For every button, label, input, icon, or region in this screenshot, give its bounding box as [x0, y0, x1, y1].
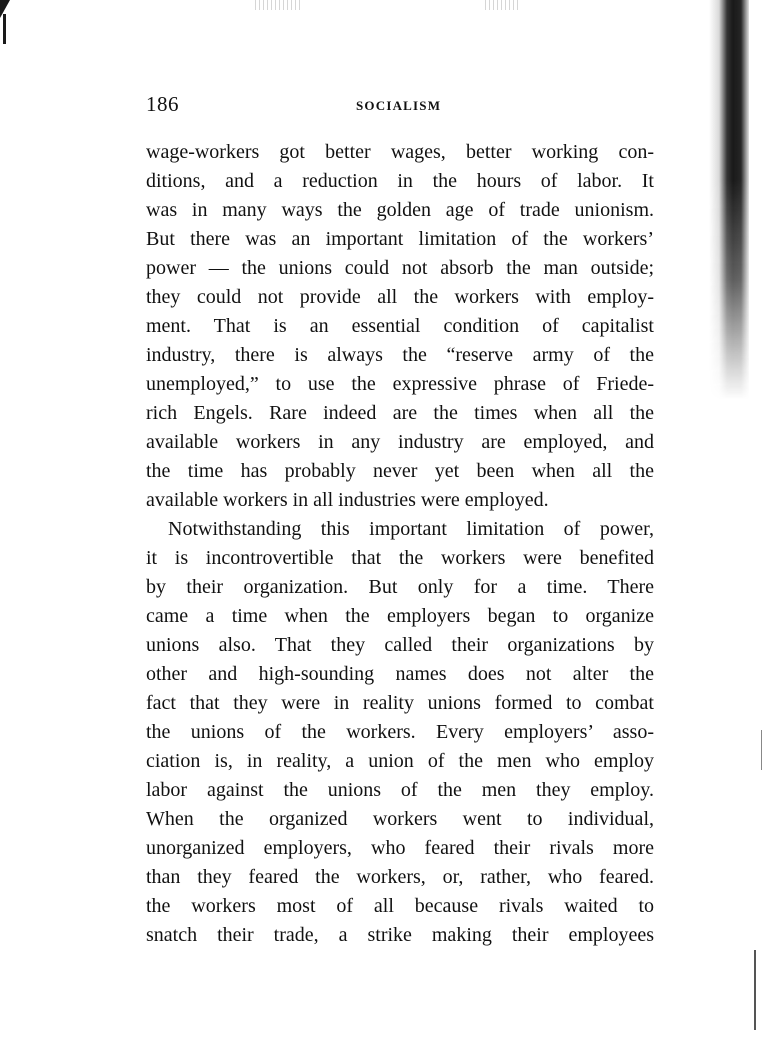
text-line: they could not provide all the workers with employ-	[146, 286, 654, 308]
text-line: wage-workers got better wages, better working con-	[146, 141, 654, 163]
running-head	[146, 92, 654, 118]
text-line: snatch their trade, a strike making their employees	[146, 924, 654, 946]
text-line: the time has probably never yet been when all the	[146, 460, 654, 482]
text-line: unemployed,” to use the expressive phrase of Friede-	[146, 373, 654, 395]
scan-edge-shadow	[709, 0, 749, 400]
text-line: available workers in all industries were employed.	[146, 489, 549, 511]
text-line: available workers in any industry are employed, and	[146, 431, 654, 453]
scan-speckle	[485, 0, 520, 10]
text-line: ciation is, in reality, a union of the men who employ	[146, 750, 654, 772]
text-line: unorganized employers, who feared their rivals more	[146, 837, 654, 859]
text-line: industry, there is always the “reserve army of the	[146, 344, 654, 366]
text-line: But there was an important limitation of the workers’	[146, 228, 654, 250]
text-line: When the organized workers went to individual,	[146, 808, 654, 830]
text-line: was in many ways the golden age of trade unionism.	[146, 199, 654, 221]
text-line: unions also. That they called their organizations by	[146, 634, 654, 656]
page-number: 186	[146, 92, 179, 116]
text-line: rich Engels. Rare indeed are the times when all the	[146, 402, 654, 424]
text-line: other and high-sounding names does not alter the	[146, 663, 654, 685]
scan-speckle	[255, 0, 300, 10]
text-line: ment. That is an essential condition of capitalist	[146, 315, 654, 337]
scan-corner-stub	[3, 14, 6, 44]
text-line: ditions, and a reduction in the hours of labor. It	[146, 170, 654, 192]
text-line: fact that they were in reality unions formed to combat	[146, 692, 654, 714]
text-line: the workers most of all because rivals waited to	[146, 895, 654, 917]
text-line: than they feared the workers, or, rather, who feared.	[146, 866, 654, 888]
text-line: came a time when the employers began to organize	[146, 605, 654, 627]
text-line: Notwithstanding this important limitation of power,	[168, 518, 654, 540]
text-line: the unions of the workers. Every employers’ asso-	[146, 721, 654, 743]
body-text	[146, 138, 654, 950]
scan-edge-line	[761, 730, 762, 770]
text-line: power — the unions could not absorb the man outside;	[146, 257, 654, 279]
scan-edge-line	[754, 950, 756, 1030]
text-line: by their organization. But only for a time. There	[146, 576, 654, 598]
running-title: SOCIALISM	[356, 98, 442, 113]
text-line: labor against the unions of the men they employ.	[146, 779, 654, 801]
text-line: it is incontrovertible that the workers were benefited	[146, 547, 654, 569]
